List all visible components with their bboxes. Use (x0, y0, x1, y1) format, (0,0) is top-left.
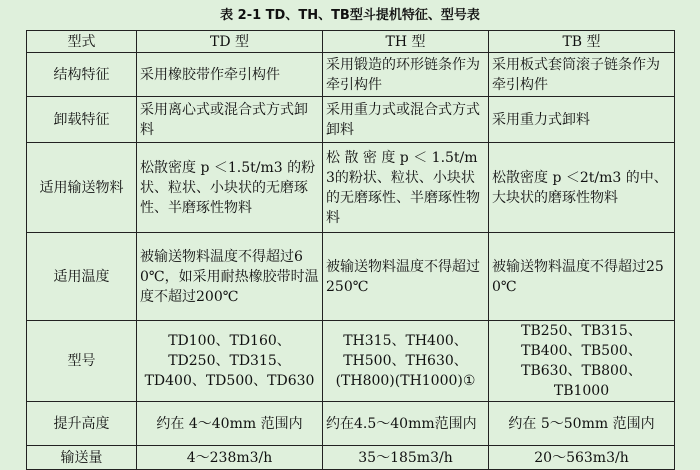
table-row (27, 321, 675, 402)
table-row (27, 402, 675, 446)
cell-tb: 采用重力式卸料 (489, 97, 675, 143)
cell-td: 被输送物料温度不得超过60℃，如采用耐热橡胶带时温度不超过200℃ (137, 233, 323, 321)
header-type: 型式 (27, 31, 137, 53)
cell-th: 松 散 密 度 p ＜ 1.5t/m3的粉状、粒状、小块状的无磨琢性、半磨琢性物料 (323, 143, 489, 233)
cell-th: 35～185m3/h (323, 446, 489, 470)
cell-th: 采用重力式或混合式方式卸料 (323, 97, 489, 143)
cell-tb: 20～563m3/h (489, 446, 675, 470)
row-label: 输送量 (27, 446, 137, 470)
row-label: 型号 (27, 321, 137, 402)
cell-tb: 被输送物料温度不得超过250℃ (489, 233, 675, 321)
table-row (27, 143, 675, 233)
cell-td: 采用离心式或混合式方式卸料 (137, 97, 323, 143)
cell-th: 采用锻造的环形链条作为牵引构件 (323, 53, 489, 97)
table-row (27, 53, 675, 97)
table-title: 表 2-1 TD、TH、TB型斗提机特征、型号表 (220, 8, 480, 23)
header-tb: TB 型 (489, 31, 675, 53)
header-th: TH 型 (323, 31, 489, 53)
row-label: 结构特征 (27, 53, 137, 97)
row-label: 适用温度 (27, 233, 137, 321)
cell-tb: 约在 5～50mm 范围内 (489, 402, 675, 446)
cell-td: TD100、TD160、TD250、TD315、TD400、TD500、TD630 (137, 321, 323, 402)
spec-table (26, 30, 675, 470)
cell-tb: 采用板式套筒滚子链条作为牵引构件 (489, 53, 675, 97)
cell-td: 约在 4～40mm 范围内 (137, 402, 323, 446)
cell-td: 4～238m3/h (137, 446, 323, 470)
row-label: 适用输送物料 (27, 143, 137, 233)
cell-th: 被输送物料温度不得超过250℃ (323, 233, 489, 321)
header-td: TD 型 (137, 31, 323, 53)
cell-tb: 松散密度 p ＜2t/m3 的中、大块状的磨琢性物料 (489, 143, 675, 233)
row-label: 提升高度 (27, 402, 137, 446)
cell-td: 采用橡胶带作牵引构件 (137, 53, 323, 97)
cell-th: TH315、TH400、TH500、TH630、(TH800)(TH1000)① (323, 321, 489, 402)
cell-th: 约在4.5～40mm范围内 (323, 402, 489, 446)
cell-tb: TB250、TB315、TB400、TB500、TB630、TB800、 TB1000 (489, 321, 675, 402)
cell-td: 松散密度 p ＜1.5t/m3 的粉状、粒状、小块状的无磨琢性、半磨琢性物料 (137, 143, 323, 233)
table-row (27, 97, 675, 143)
row-label: 卸载特征 (27, 97, 137, 143)
header-row (27, 31, 675, 53)
table-row (27, 233, 675, 321)
